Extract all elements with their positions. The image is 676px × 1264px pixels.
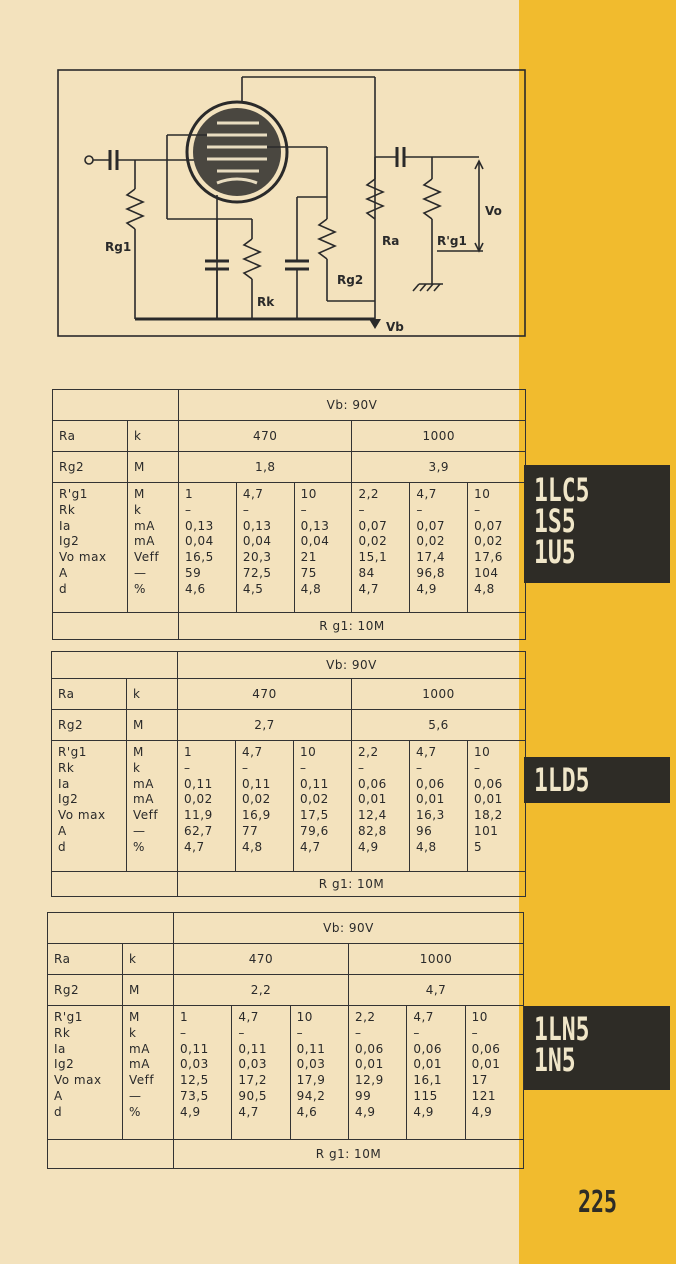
value-column: 4,7 – 0,11 0,02 16,9 77 4,8	[236, 741, 294, 872]
ra-value: 1000	[348, 944, 523, 975]
row-label-ra: Ra	[52, 679, 127, 710]
rg1-footer: R g1: 10M	[178, 872, 526, 897]
spec-table-2	[51, 651, 526, 897]
ra-value: 1000	[352, 421, 526, 452]
rg2-value: 4,7	[348, 975, 523, 1006]
value-column: 4,7 – 0,06 0,01 16,1 115 4,9	[407, 1006, 465, 1140]
param-units: M k mA mA Veff — %	[123, 1006, 174, 1140]
rg2-value: 1,8	[179, 452, 352, 483]
value-column: 4,7 – 0,06 0,01 16,3 96 4,8	[410, 741, 468, 872]
label-vo: Vo	[485, 204, 502, 218]
spec-table-3	[47, 912, 524, 1169]
row-label-rg2: Rg2	[52, 710, 127, 741]
label-rg2: Rg2	[337, 273, 364, 287]
param-labels: R'g1 Rk Ia Ig2 Vo max A d	[53, 483, 128, 613]
page-number: 225	[578, 1185, 618, 1220]
param-units: M k mA mA Veff — %	[127, 741, 178, 872]
value-column: 4,7 – 0,07 0,02 17,4 96,8 4,9	[410, 483, 468, 613]
tube-tag-1ld5: 1LD5	[524, 757, 670, 803]
circuit-schematic	[57, 69, 526, 337]
ra-value: 470	[174, 944, 349, 975]
tube-tag-1lc5: 1LC5 1S5 1U5	[524, 465, 670, 583]
ra-value: 1000	[352, 679, 526, 710]
unit-m: M	[127, 710, 178, 741]
param-labels: R'g1 Rk Ia Ig2 Vo max A d	[48, 1006, 123, 1140]
value-column: 10 – 0,13 0,04 21 75 4,8	[294, 483, 352, 613]
value-column: 10 – 0,07 0,02 17,6 104 4,8	[468, 483, 526, 613]
spec-table-1	[52, 389, 526, 640]
value-column: 4,7 – 0,11 0,03 17,2 90,5 4,7	[232, 1006, 290, 1140]
unit-k: k	[123, 944, 174, 975]
value-column: 10 – 0,11 0,02 17,5 79,6 4,7	[294, 741, 352, 872]
row-label-rg2: Rg2	[48, 975, 123, 1006]
label-rg1: Rg1	[105, 240, 132, 254]
value-column: 2,2 – 0,06 0,01 12,4 82,8 4,9	[352, 741, 410, 872]
tube-tag-1ln5: 1LN5 1N5	[524, 1006, 670, 1090]
rg1-footer: R g1: 10M	[179, 613, 526, 640]
vb-header: Vb: 90V	[178, 652, 526, 679]
label-ra: Ra	[382, 234, 400, 248]
rg2-value: 3,9	[352, 452, 526, 483]
value-column: 4,7 – 0,13 0,04 20,3 72,5 4,5	[236, 483, 294, 613]
row-label-ra: Ra	[53, 421, 128, 452]
label-vb: Vb	[386, 320, 404, 334]
value-column: 1 – 0,13 0,04 16,5 59 4,6	[179, 483, 237, 613]
vb-header: Vb: 90V	[174, 913, 524, 944]
value-column: 2,2 – 0,06 0,01 12,9 99 4,9	[348, 1006, 406, 1140]
value-column: 10 – 0,11 0,03 17,9 94,2 4,6	[290, 1006, 348, 1140]
rg2-value: 2,7	[178, 710, 352, 741]
unit-m: M	[123, 975, 174, 1006]
unit-k: k	[127, 679, 178, 710]
rg1-footer: R g1: 10M	[174, 1140, 524, 1169]
row-label-ra: Ra	[48, 944, 123, 975]
param-labels: R'g1 Rk Ia Ig2 Vo max A d	[52, 741, 127, 872]
unit-k: k	[128, 421, 179, 452]
value-column: 10 – 0,06 0,01 18,2 101 5	[468, 741, 526, 872]
param-units: M k mA mA Veff — %	[128, 483, 179, 613]
value-column: 10 – 0,06 0,01 17 121 4,9	[465, 1006, 523, 1140]
rg2-value: 2,2	[174, 975, 349, 1006]
label-rg1-next: R'g1	[437, 234, 467, 248]
vb-header: Vb: 90V	[179, 390, 526, 421]
value-column: 1 – 0,11 0,02 11,9 62,7 4,7	[178, 741, 236, 872]
label-rk: Rk	[257, 295, 275, 309]
value-column: 1 – 0,11 0,03 12,5 73,5 4,9	[174, 1006, 232, 1140]
ra-value: 470	[178, 679, 352, 710]
unit-m: M	[128, 452, 179, 483]
rg2-value: 5,6	[352, 710, 526, 741]
row-label-rg2: Rg2	[53, 452, 128, 483]
ra-value: 470	[179, 421, 352, 452]
value-column: 2,2 – 0,07 0,02 15,1 84 4,7	[352, 483, 410, 613]
